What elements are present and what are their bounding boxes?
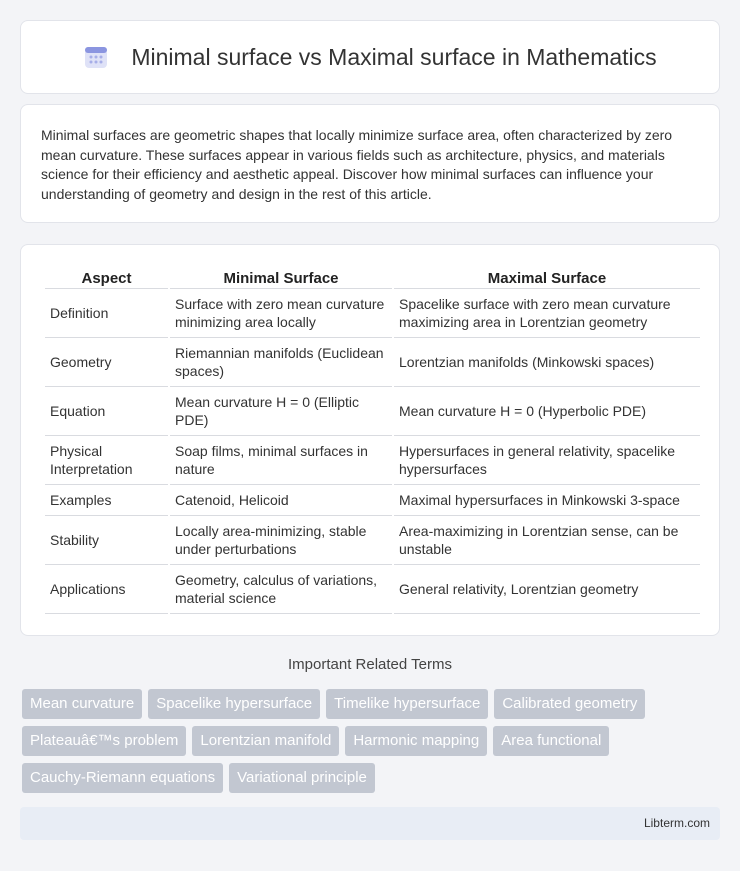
term-tag[interactable]: Calibrated geometry: [494, 689, 645, 719]
term-tag[interactable]: Plateauâ€™s problem: [22, 726, 186, 756]
table-row: [45, 387, 700, 436]
table-row: [45, 516, 700, 565]
cell-minimal: Riemannian manifolds (Euclidean spaces): [170, 338, 392, 387]
cell-aspect: Physical Interpretation: [45, 436, 168, 485]
cell-maximal: Mean curvature H = 0 (Hyperbolic PDE): [394, 387, 700, 436]
term-tag[interactable]: Harmonic mapping: [345, 726, 487, 756]
footer: [20, 807, 720, 840]
table-row: [45, 565, 700, 614]
header-maximal: Maximal Surface: [394, 265, 700, 289]
cell-minimal: Mean curvature H = 0 (Elliptic PDE): [170, 387, 392, 436]
cell-maximal: Lorentzian manifolds (Minkowski spaces): [394, 338, 700, 387]
cell-aspect: Equation: [45, 387, 168, 436]
cell-aspect: Geometry: [45, 338, 168, 387]
calendar-grid-icon: [83, 44, 109, 70]
cell-maximal: Area-maximizing in Lorentzian sense, can be unstable: [394, 516, 700, 565]
term-tag[interactable]: Area functional: [493, 726, 609, 756]
term-tag[interactable]: Timelike hypersurface: [326, 689, 488, 719]
cell-aspect: Definition: [45, 289, 168, 338]
cell-maximal: Maximal hypersurfaces in Minkowski 3-space: [394, 485, 700, 516]
table-row: [45, 485, 700, 516]
intro-text: Minimal surfaces are geometric shapes that locally minimize surface area, often characterized by zero mean curvature. These surfaces appear in various fields such as architecture, physics, and materials science for their efficiency and aesthetic appeal. Discover how minimal surfaces can influence your understanding of geometry and design in the rest of this article.: [41, 127, 673, 202]
related-terms-list: [22, 689, 722, 793]
comparison-card: [20, 244, 720, 636]
comparison-table: [43, 265, 702, 614]
cell-minimal: Surface with zero mean curvature minimizing area locally: [170, 289, 392, 338]
title-card: [20, 20, 720, 94]
term-tag[interactable]: Cauchy-Riemann equations: [22, 763, 223, 793]
header-aspect: Aspect: [45, 265, 168, 289]
table-row: [45, 289, 700, 338]
cell-aspect: Stability: [45, 516, 168, 565]
header-minimal: Minimal Surface: [170, 265, 392, 289]
cell-minimal: Locally area-minimizing, stable under perturbations: [170, 516, 392, 565]
cell-aspect: Applications: [45, 565, 168, 614]
related-terms-title: Important Related Terms: [288, 656, 452, 673]
cell-aspect: Examples: [45, 485, 168, 516]
cell-minimal: Soap films, minimal surfaces in nature: [170, 436, 392, 485]
footer-site-link[interactable]: Libterm.com: [643, 816, 710, 830]
table-row: [45, 436, 700, 485]
intro-card: [20, 104, 720, 223]
cell-maximal: Spacelike surface with zero mean curvature maximizing area in Lorentzian geometry: [394, 289, 700, 338]
table-header-row: [45, 265, 700, 289]
term-tag[interactable]: Spacelike hypersurface: [148, 689, 320, 719]
term-tag[interactable]: Variational principle: [229, 763, 375, 793]
term-tag[interactable]: Lorentzian manifold: [192, 726, 339, 756]
cell-maximal: General relativity, Lorentzian geometry: [394, 565, 700, 614]
cell-maximal: Hypersurfaces in general relativity, spacelike hypersurfaces: [394, 436, 700, 485]
table-row: [45, 338, 700, 387]
cell-minimal: Catenoid, Helicoid: [170, 485, 392, 516]
page-title: Minimal surface vs Maximal surface in Mathematics: [131, 43, 657, 70]
term-tag[interactable]: Mean curvature: [22, 689, 142, 719]
cell-minimal: Geometry, calculus of variations, material science: [170, 565, 392, 614]
